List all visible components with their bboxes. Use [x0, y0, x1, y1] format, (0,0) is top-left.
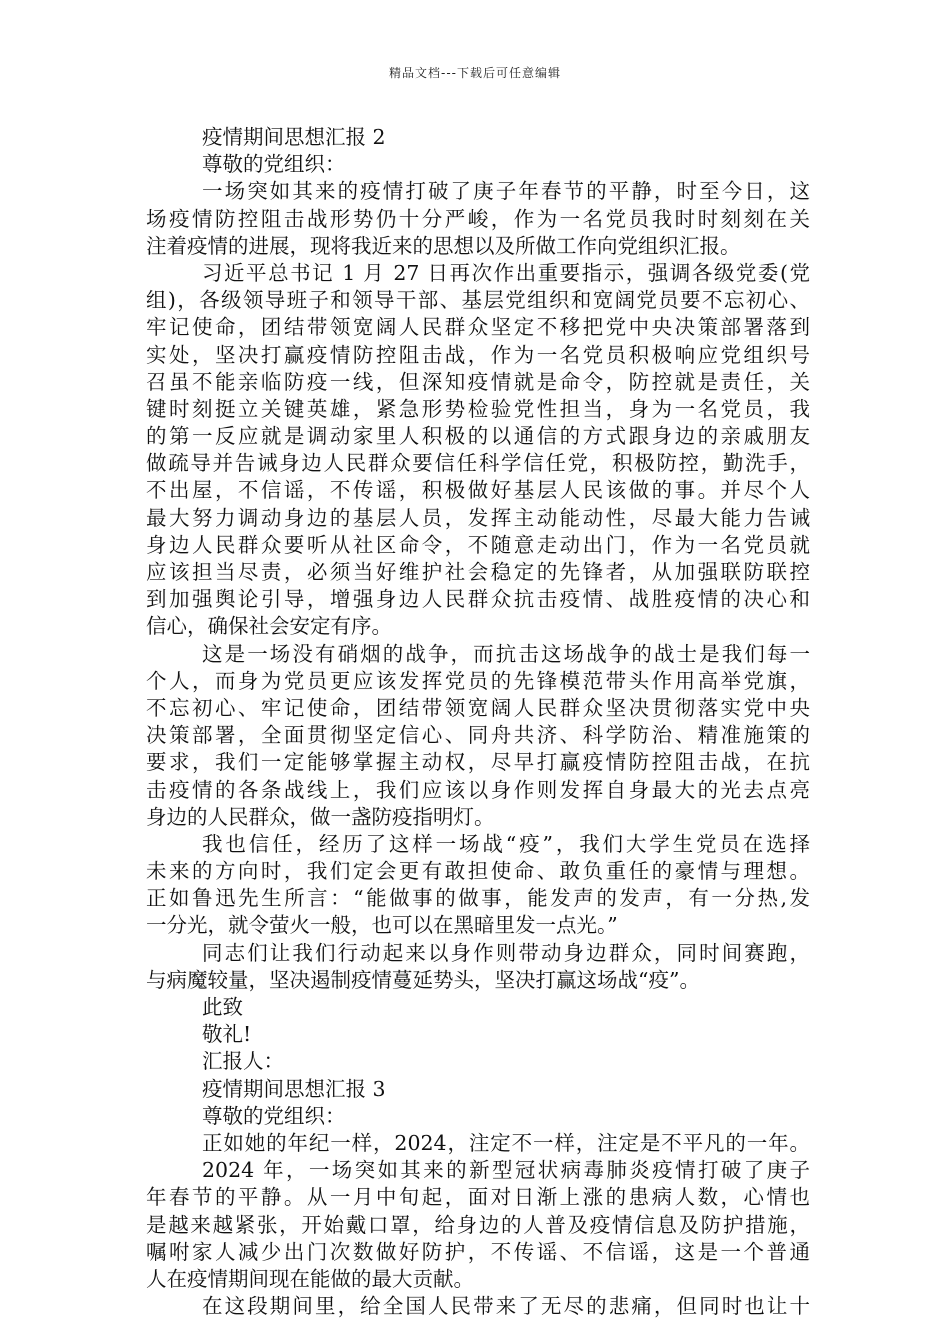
text-line: 组)，各级领导班子和领导干部、基层党组织和宽阔党员要不忘初心、 [146, 288, 810, 313]
text-line: 习近平总书记 1 月 27 日再次作出重要指示，强调各级党委(党 [202, 260, 810, 285]
text-line: 正如鲁迅先生所言：“能做事的做事，能发声的发声，有一分热,发 [146, 886, 810, 911]
text-line: 尊敬的党组织： [202, 1103, 346, 1128]
text-line: 做疏导并告诫身边人民群众要信任科学信任党，积极防控，勤洗手， [146, 451, 810, 476]
text-line: 到加强舆论引导，增强身边人民群众抗击疫情、战胜疫情的决心和 [146, 587, 810, 612]
text-line: 敬礼! [202, 1022, 252, 1047]
text-line: 人在疫情期间现在能做的最大贡献。 [146, 1266, 474, 1291]
text-line: 最大努力调动身边的基层人员，发挥主动能动性，尽最大能力告诫 [146, 505, 810, 530]
text-line: 信心，确保社会安定有序。 [146, 614, 392, 639]
text-line: 未来的方向时，我们定会更有敢担使命、敢负重任的豪情与理想。 [146, 859, 810, 884]
text-line: 一场突如其来的疫情打破了庚子年春节的平静，时至今日，这 [202, 179, 810, 204]
text-line: 年春节的平静。从一月中旬起，面对日渐上涨的患病人数，心情也 [146, 1185, 810, 1210]
text-line: 此致 [202, 995, 243, 1019]
text-line: 键时刻挺立关键英雄，紧急形势检验党性担当，身为一名党员，我 [146, 396, 810, 421]
text-line: 个人，而身为党员更应该发挥党员的先锋模范带头作用高举党旗， [146, 668, 810, 693]
text-line: 疫情期间思想汇报 2 [202, 125, 386, 149]
text-line: 的第一反应就是调动家里人积极的以通信的方式跟身边的亲戚朋友 [146, 424, 810, 449]
text-line: 尊敬的党组织： [202, 152, 346, 177]
text-line: 应该担当尽责，必须当好维护社会稳定的先锋者，从加强联防联控 [146, 560, 810, 584]
text-line: 是越来越紧张，开始戴口罩，给身边的人普及疫情信息及防护措施， [146, 1212, 810, 1237]
text-line: 身边的人民群众，做一盏防疫指明灯。 [146, 804, 495, 829]
text-line: 击疫情的各条战线上，我们应该以身作则发挥自身最大的光去点亮 [146, 777, 810, 802]
text-line: 牢记使命，团结带领宽阔人民群众坚定不移把党中央决策部署落到 [146, 315, 810, 340]
text-line: 不出屋，不信谣，不传谣，积极做好基层人民该做的事。并尽个人 [146, 478, 810, 503]
text-line: 同志们让我们行动起来以身作则带动身边群众，同时间赛跑， [202, 940, 810, 965]
text-line: 要求，我们一定能够掌握主动权，尽早打赢疫情防控阻击战，在抗 [146, 750, 810, 775]
text-line: 嘱咐家人减少出门次数做好防护，不传谣、不信谣，这是一个普通 [146, 1239, 810, 1264]
text-line: 这是一场没有硝烟的战争，而抗击这场战争的战士是我们每一 [202, 641, 810, 666]
text-line: 在这段期间里，给全国人民带来了无尽的悲痛，但同时也让十 [202, 1294, 810, 1319]
page-header-note: 精品文档---下载后可任意编辑 [389, 66, 561, 80]
text-line: 场疫情防控阻击战形势仍十分严峻，作为一名党员我时时刻刻在关 [146, 206, 810, 231]
text-line: 汇报人： [202, 1049, 284, 1074]
text-line: 一分光，就令萤火一般，也可以在黑暗里发一点光。” [146, 913, 618, 938]
text-line: 召虽不能亲临防疫一线，但深知疫情就是命令，防控就是责任，关 [146, 369, 810, 394]
document-body [146, 124, 810, 1320]
text-line: 决策部署，全面贯彻坚定信心、同舟共济、科学防治、精准施策的 [146, 723, 810, 748]
text-line: 疫情期间思想汇报 3 [202, 1076, 386, 1101]
text-line: 正如她的年纪一样，2024，注定不一样，注定是不平凡的一年。 [202, 1130, 810, 1155]
text-line: 我也信任，经历了这样一场战“疫”，我们大学生党员在选择 [202, 831, 810, 856]
text-line: 2024 年，一场突如其来的新型冠状病毒肺炎疫情打破了庚子 [202, 1158, 810, 1183]
text-line: 与病魔较量，坚决遏制疫情蔓延势头，坚决打赢这场战“疫”。 [146, 967, 700, 992]
text-line: 身边人民群众要听从社区命令，不随意走动出门，作为一名党员就 [146, 532, 810, 557]
text-line: 实处，坚决打赢疫情防控阻击战，作为一名党员积极响应党组织号 [146, 342, 810, 367]
text-line: 注着疫情的进展，现将我近来的思想以及所做工作向党组织汇报。 [146, 233, 741, 258]
text-line: 不忘初心、牢记使命，团结带领宽阔人民群众坚决贯彻落实党中央 [146, 695, 810, 720]
